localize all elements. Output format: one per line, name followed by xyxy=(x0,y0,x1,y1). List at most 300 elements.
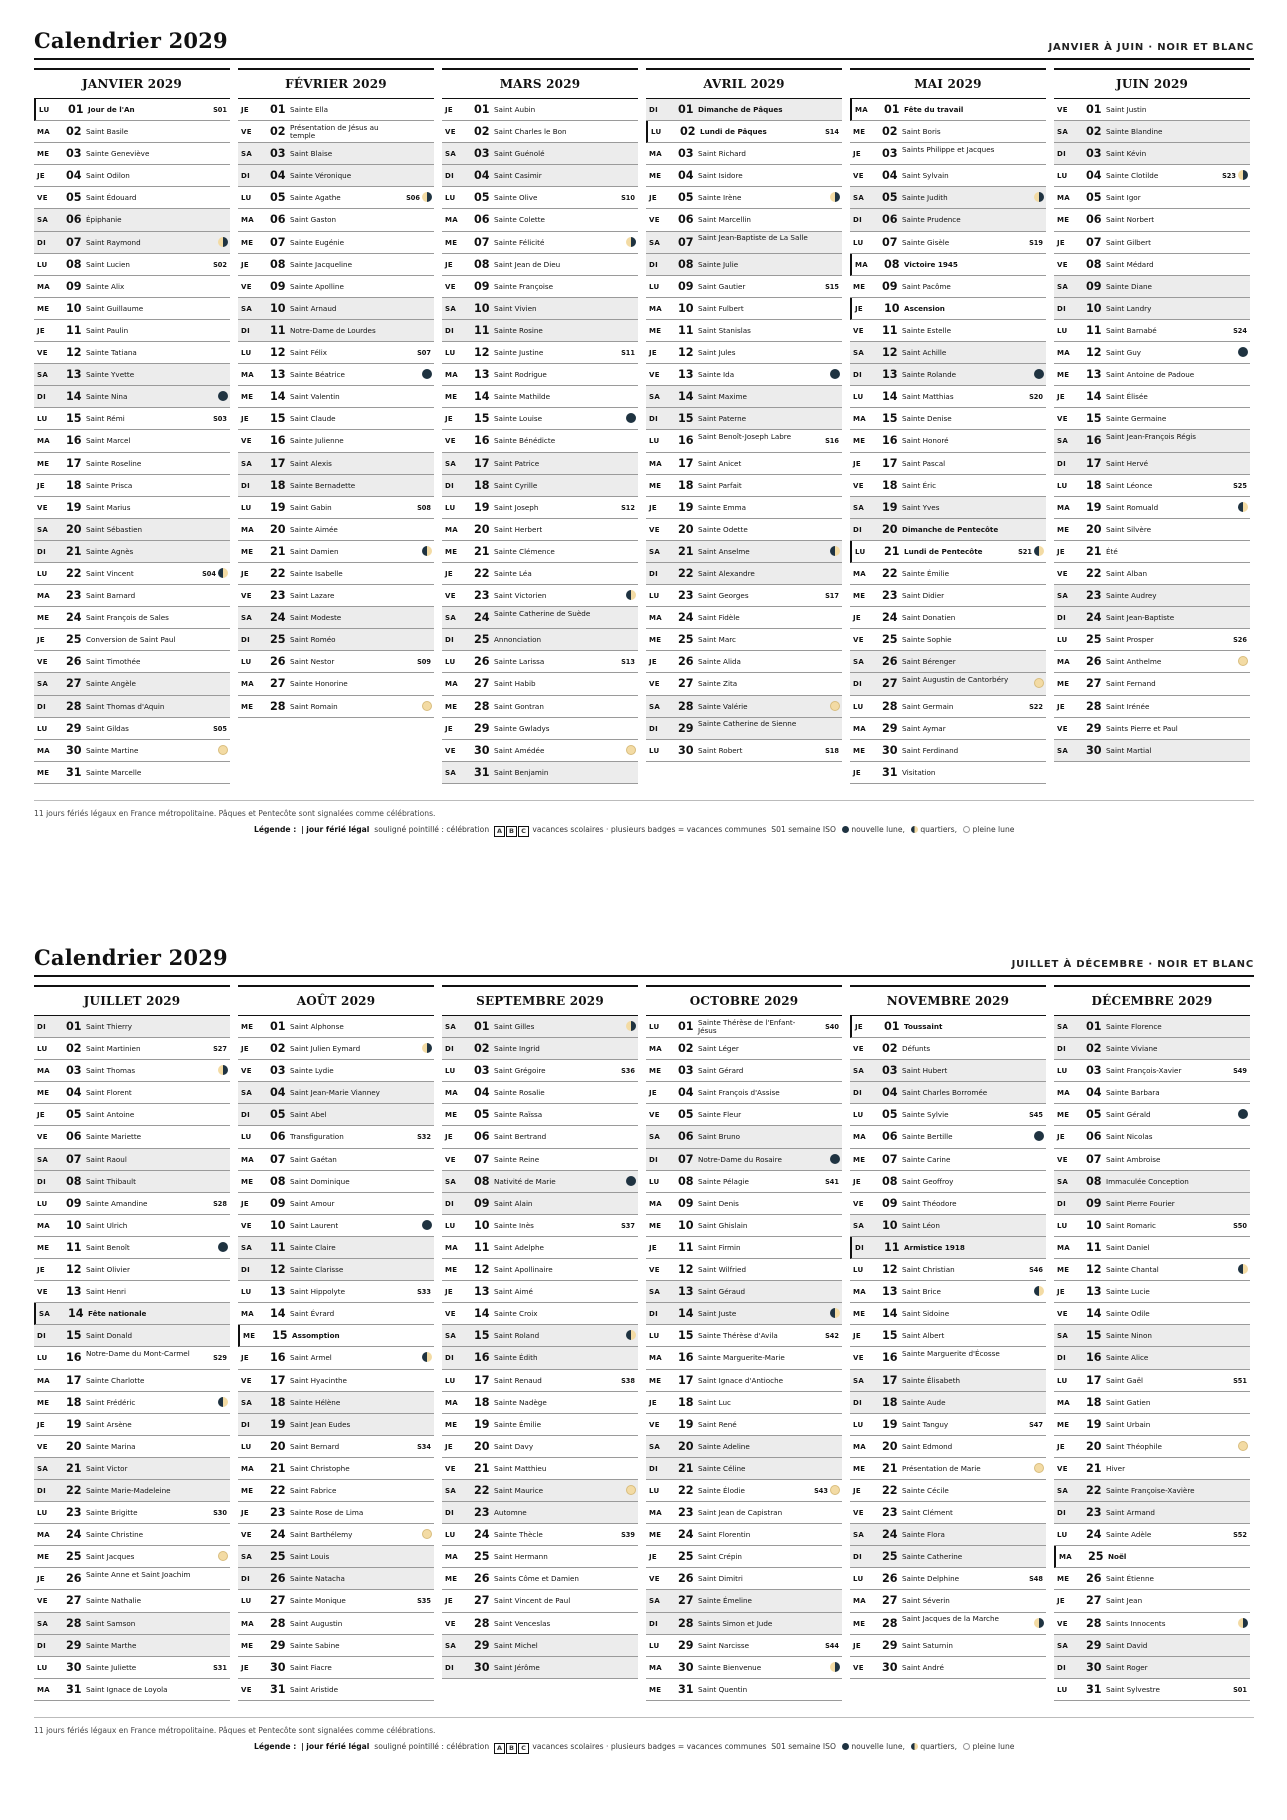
day-number: 19 xyxy=(270,500,286,514)
saint-name: Saint Thomas d'Aquin xyxy=(86,701,165,711)
weekday: ME xyxy=(853,1619,866,1628)
day-row xyxy=(850,1016,1046,1038)
iso-week: S07 xyxy=(417,349,431,358)
day-row xyxy=(1054,453,1250,475)
weekday: JE xyxy=(649,1398,657,1407)
day-number: 17 xyxy=(1086,1373,1102,1387)
day-row xyxy=(646,1193,842,1215)
day-number: 26 xyxy=(66,655,82,669)
day-number: 24 xyxy=(1086,1528,1102,1542)
iso-week: S09 xyxy=(417,658,431,667)
day-number: 20 xyxy=(882,1439,898,1453)
saint-name: Saint Fabrice xyxy=(290,1485,337,1495)
weekday: DI xyxy=(853,1398,863,1407)
month-name: JUILLET 2029 xyxy=(34,985,230,1016)
saint-name: Saint Étienne xyxy=(1106,1574,1154,1584)
weekday: MA xyxy=(241,1155,254,1164)
day-row xyxy=(34,1149,230,1171)
saint-name: Sainte Valérie xyxy=(698,701,748,711)
day-row xyxy=(34,519,230,541)
weekday: VE xyxy=(649,1420,660,1429)
day-number: 02 xyxy=(1086,1042,1102,1056)
day-row xyxy=(442,1325,638,1347)
sheet-subtitle: JUILLET À DÉCEMBRE · NOIR ET BLANC xyxy=(1011,959,1254,970)
day-row xyxy=(1054,1082,1250,1104)
weekday: VE xyxy=(853,1354,864,1363)
day-number: 24 xyxy=(474,1528,490,1542)
day-row xyxy=(850,1126,1046,1148)
saint-name: Saint Thibault xyxy=(86,1176,136,1186)
day-row xyxy=(238,320,434,342)
saint-name: Sainte Colette xyxy=(494,215,545,225)
saint-name: Saint Jean-François Régis xyxy=(1106,431,1197,441)
weekday: LU xyxy=(445,503,456,512)
school-zone-c-badge: C xyxy=(518,826,529,837)
day-number: 21 xyxy=(678,544,694,558)
weekday: SA xyxy=(1057,746,1069,755)
day-row xyxy=(442,1414,638,1436)
day-row xyxy=(34,1590,230,1612)
day-row xyxy=(850,629,1046,651)
saint-name: Saint Gatien xyxy=(1106,1397,1151,1407)
saint-name: Saint Donald xyxy=(86,1331,133,1341)
day-row xyxy=(646,1679,842,1701)
saint-name: Sainte Christine xyxy=(86,1530,144,1540)
day-number: 23 xyxy=(270,1506,286,1520)
day-number: 23 xyxy=(1086,589,1102,603)
saint-name: Fête du travail xyxy=(904,105,964,114)
saint-name: Sainte Marguerite-Marie xyxy=(698,1353,785,1363)
day-number: 27 xyxy=(678,1594,694,1608)
day-row xyxy=(442,1016,638,1038)
day-number: 28 xyxy=(66,699,82,713)
day-number: 28 xyxy=(1086,1616,1102,1630)
weekday: LU xyxy=(39,106,50,114)
day-row xyxy=(442,320,638,342)
weekday: JE xyxy=(855,1023,863,1031)
day-row xyxy=(442,1193,638,1215)
saint-name: Sainte Marthe xyxy=(86,1640,137,1650)
full-moon-icon xyxy=(830,1485,840,1495)
day-number: 22 xyxy=(270,1483,286,1497)
weekday: SA xyxy=(649,238,661,247)
weekday: VE xyxy=(241,1067,252,1076)
day-number: 02 xyxy=(66,1042,82,1056)
day-row xyxy=(442,209,638,231)
saint-name: Sainte Florence xyxy=(1106,1022,1162,1031)
day-row xyxy=(442,651,638,673)
weekday: JE xyxy=(37,1266,45,1275)
day-row xyxy=(850,430,1046,452)
weekday: MA xyxy=(649,459,662,468)
day-number: 23 xyxy=(66,1506,82,1520)
saint-name: Sainte Delphine xyxy=(902,1574,960,1584)
month-column xyxy=(1054,985,1250,1701)
day-number: 27 xyxy=(474,1594,490,1608)
saint-name: Saint Marius xyxy=(86,502,131,512)
day-number: 05 xyxy=(474,191,490,205)
saint-name: Sainte Félicité xyxy=(494,237,545,247)
day-number: 08 xyxy=(66,257,82,271)
iso-week: S38 xyxy=(621,1376,635,1385)
saint-name: Sainte Odette xyxy=(698,524,748,534)
day-row xyxy=(850,541,1046,563)
day-number: 07 xyxy=(270,1152,286,1166)
day-number: 02 xyxy=(474,125,490,139)
day-number: 17 xyxy=(474,456,490,470)
weekday: SA xyxy=(445,1023,457,1031)
day-number: 18 xyxy=(270,1395,286,1409)
day-number: 01 xyxy=(884,1020,900,1033)
day-number: 18 xyxy=(678,478,694,492)
saint-name: Saint Ambroise xyxy=(1106,1154,1161,1164)
weekday: ME xyxy=(37,1243,50,1252)
day-number: 09 xyxy=(678,279,694,293)
legend-celebration: souligné pointillé : célébration xyxy=(374,1742,490,1751)
full-moon-icon xyxy=(1034,678,1044,688)
last-quarter-moon-icon xyxy=(1238,1264,1248,1274)
day-number: 14 xyxy=(68,1307,84,1321)
saint-name: Automne xyxy=(494,1508,527,1518)
legend-holiday: jour férié légal xyxy=(306,825,370,834)
day-row xyxy=(442,1436,638,1458)
day-number: 04 xyxy=(474,169,490,183)
day-number: 21 xyxy=(66,544,82,558)
saint-name: Saint Gildas xyxy=(86,723,129,733)
saint-name: Saint Amour xyxy=(290,1198,335,1208)
iso-week: S43 xyxy=(814,1486,828,1495)
weekday: JE xyxy=(445,1133,453,1142)
saint-name: Saint Guy xyxy=(1106,348,1142,358)
last-quarter-moon-icon xyxy=(422,546,432,556)
day-number: 12 xyxy=(474,1263,490,1277)
saint-name: Saint Alphonse xyxy=(290,1022,344,1031)
saint-name: Sainte Ida xyxy=(698,370,735,380)
weekday: VE xyxy=(37,1288,48,1297)
month-column xyxy=(646,68,842,762)
day-row xyxy=(238,1679,434,1701)
day-row xyxy=(34,475,230,497)
day-number: 08 xyxy=(474,1174,490,1188)
first-quarter-moon-icon xyxy=(830,1662,840,1672)
day-row xyxy=(850,121,1046,143)
saint-name: Saint Didier xyxy=(902,591,945,601)
day-number: 07 xyxy=(66,1152,82,1166)
day-row xyxy=(34,1480,230,1502)
weekday: JE xyxy=(445,1442,453,1451)
weekday: DI xyxy=(445,326,455,335)
weekday: SA xyxy=(649,1133,661,1142)
weekday: LU xyxy=(853,1111,864,1120)
day-row xyxy=(646,696,842,718)
day-row xyxy=(34,143,230,165)
weekday: DI xyxy=(37,393,47,402)
day-number: 15 xyxy=(882,1329,898,1343)
saint-name: Saint Martial xyxy=(1106,745,1152,755)
weekday: LU xyxy=(445,1067,456,1076)
day-number: 27 xyxy=(270,677,286,691)
day-row xyxy=(646,1303,842,1325)
first-quarter-moon-icon xyxy=(626,1021,636,1031)
iso-week: S21 xyxy=(1018,547,1032,556)
weekday: VE xyxy=(1057,1155,1068,1164)
saint-name: Sainte Roseline xyxy=(86,458,142,468)
weekday: ME xyxy=(37,1398,50,1407)
day-row xyxy=(34,718,230,740)
day-row xyxy=(238,585,434,607)
saint-name: Saint Gaël xyxy=(1106,1375,1144,1385)
day-number: 27 xyxy=(882,677,898,691)
saint-name: Saint Marc xyxy=(698,635,736,645)
weekday: DI xyxy=(1057,1663,1067,1672)
weekday: LU xyxy=(241,1597,252,1606)
saint-name: Saints Côme et Damien xyxy=(494,1574,579,1584)
day-number: 25 xyxy=(474,633,490,647)
day-row xyxy=(238,99,434,121)
saint-name: Sainte Bénédicte xyxy=(494,436,556,446)
saint-name: Saint Florent xyxy=(86,1088,132,1098)
calendar-sheet-first-half xyxy=(34,26,1254,835)
school-zone-a-badge: A xyxy=(494,1743,505,1754)
day-row xyxy=(442,1524,638,1546)
saint-name: Saint Albert xyxy=(902,1331,945,1341)
day-number: 28 xyxy=(882,1616,898,1630)
day-number: 05 xyxy=(678,191,694,205)
saint-name: Lundi de Pâques xyxy=(700,127,767,137)
day-row xyxy=(850,1060,1046,1082)
day-number: 07 xyxy=(882,235,898,249)
day-row xyxy=(646,187,842,209)
day-row xyxy=(850,254,1046,276)
weekday: DI xyxy=(37,1177,47,1186)
day-number: 19 xyxy=(882,1417,898,1431)
saint-name: Saint Blaise xyxy=(290,149,333,159)
saint-name: Saint Léon xyxy=(902,1220,940,1230)
day-number: 22 xyxy=(66,566,82,580)
day-row xyxy=(1054,364,1250,386)
day-number: 03 xyxy=(66,147,82,161)
day-number: 26 xyxy=(1086,655,1102,669)
saint-name: Saint François de Sales xyxy=(86,613,169,623)
weekday: SA xyxy=(445,150,457,159)
saint-name: Saint Jean-Marie Vianney xyxy=(290,1088,380,1098)
day-number: 10 xyxy=(678,301,694,315)
weekday: JE xyxy=(853,1177,861,1186)
month-column xyxy=(850,985,1046,1679)
weekday: DI xyxy=(1057,150,1067,159)
saint-name: Saint Aimé xyxy=(494,1287,533,1297)
day-row xyxy=(34,1414,230,1436)
saint-name: Sainte Lydie xyxy=(290,1066,334,1076)
day-row xyxy=(850,1458,1046,1480)
day-number: 30 xyxy=(678,743,694,757)
day-row xyxy=(850,1657,1046,1679)
weekday: MA xyxy=(1057,658,1070,667)
day-row xyxy=(442,718,638,740)
day-number: 13 xyxy=(66,368,82,382)
iso-week: S35 xyxy=(417,1597,431,1606)
day-number: 24 xyxy=(678,1528,694,1542)
saint-name: Saint David xyxy=(1106,1640,1148,1650)
day-row xyxy=(646,1237,842,1259)
day-number: 18 xyxy=(66,478,82,492)
day-row xyxy=(1054,254,1250,276)
weekday: JE xyxy=(853,459,861,468)
day-row xyxy=(442,696,638,718)
day-row xyxy=(646,607,842,629)
iso-week: S37 xyxy=(621,1221,635,1230)
day-number: 14 xyxy=(678,1307,694,1321)
weekday: JE xyxy=(241,1509,249,1518)
weekday: DI xyxy=(1057,304,1067,313)
weekday: JE xyxy=(649,1243,657,1252)
day-number: 24 xyxy=(882,611,898,625)
day-number: 22 xyxy=(474,1483,490,1497)
weekday: DI xyxy=(445,1045,455,1054)
day-number: 16 xyxy=(882,1351,898,1365)
weekday: LU xyxy=(37,260,48,269)
day-row xyxy=(34,1281,230,1303)
day-row xyxy=(850,1347,1046,1369)
day-number: 18 xyxy=(474,1395,490,1409)
weekday: ME xyxy=(445,1420,458,1429)
iso-week: S18 xyxy=(825,746,839,755)
day-number: 13 xyxy=(474,368,490,382)
weekday: SA xyxy=(853,194,865,203)
day-row xyxy=(34,1060,230,1082)
saint-name: Sainte Marina xyxy=(86,1441,136,1451)
saint-name: Saint Léger xyxy=(698,1044,739,1054)
day-number: 07 xyxy=(1086,235,1102,249)
saint-name: Sainte Agathe xyxy=(290,193,341,203)
saint-name: Saint Ignace de Loyola xyxy=(86,1684,168,1694)
day-number: 05 xyxy=(1086,191,1102,205)
day-number: 15 xyxy=(1086,412,1102,426)
saint-name: Saint Maxime xyxy=(698,392,747,402)
day-row xyxy=(1054,585,1250,607)
saint-name: Saint Félix xyxy=(290,348,328,358)
day-number: 28 xyxy=(474,1616,490,1630)
weekday: SA xyxy=(241,150,253,159)
day-number: 20 xyxy=(1086,522,1102,536)
last-quarter-moon-icon xyxy=(626,590,636,600)
weekday: ME xyxy=(241,1641,254,1650)
weekday: JE xyxy=(1057,1133,1065,1142)
saint-name: Sainte Claire xyxy=(290,1242,336,1252)
day-row xyxy=(646,1016,842,1038)
weekday: ME xyxy=(1057,680,1070,689)
weekday: JE xyxy=(37,1420,45,1429)
weekday: SA xyxy=(445,1332,457,1341)
legend-moon-quarter: quartiers, xyxy=(920,825,958,834)
saint-name: Sainte Honorine xyxy=(290,679,348,689)
day-row xyxy=(646,121,842,143)
saint-name: Sainte Adeline xyxy=(698,1441,750,1451)
iso-week: S30 xyxy=(213,1509,227,1518)
day-number: 27 xyxy=(882,1594,898,1608)
day-number: 13 xyxy=(882,1285,898,1299)
day-number: 05 xyxy=(882,1108,898,1122)
day-row xyxy=(442,1237,638,1259)
day-row xyxy=(646,1458,842,1480)
weekday: SA xyxy=(241,1243,253,1252)
last-quarter-moon-icon xyxy=(626,1330,636,1340)
day-row xyxy=(1054,1546,1250,1568)
saint-name: Saint Géraud xyxy=(698,1287,746,1297)
day-row xyxy=(850,1568,1046,1590)
weekday: JE xyxy=(445,724,453,733)
weekday: SA xyxy=(445,1486,457,1495)
weekday: VE xyxy=(853,636,864,645)
day-number: 23 xyxy=(882,589,898,603)
day-number: 30 xyxy=(474,1660,490,1674)
day-number: 05 xyxy=(678,1108,694,1122)
day-number: 26 xyxy=(474,655,490,669)
weekday: VE xyxy=(37,1133,48,1142)
last-quarter-moon-icon xyxy=(1238,502,1248,512)
saint-name: Saint Jean Eudes xyxy=(290,1419,351,1429)
weekday: DI xyxy=(37,702,47,711)
day-row xyxy=(34,1524,230,1546)
day-row xyxy=(646,165,842,187)
day-row xyxy=(34,1392,230,1414)
full-moon-icon xyxy=(1238,1441,1248,1451)
day-row xyxy=(1054,1060,1250,1082)
day-number: 15 xyxy=(1086,1329,1102,1343)
weekday: ME xyxy=(37,459,50,468)
day-number: 25 xyxy=(1088,1550,1104,1564)
weekday: VE xyxy=(649,680,660,689)
saint-name: Sainte Louise xyxy=(494,414,543,424)
weekday: LU xyxy=(1057,1685,1068,1694)
saint-name: Sainte Véronique xyxy=(290,171,352,181)
weekday: DI xyxy=(445,636,455,645)
day-row xyxy=(442,1590,638,1612)
saint-name: Saint Prosper xyxy=(1106,635,1154,645)
weekday: SA xyxy=(853,1067,865,1076)
day-number: 16 xyxy=(1086,434,1102,448)
saint-name: Saint Lazare xyxy=(290,591,335,601)
day-number: 01 xyxy=(678,1020,694,1033)
day-row xyxy=(238,408,434,430)
saint-name: Sainte Zita xyxy=(698,679,738,689)
weekday: ME xyxy=(649,172,662,181)
day-row xyxy=(850,1325,1046,1347)
day-row xyxy=(1054,1524,1250,1546)
day-number: 22 xyxy=(678,1483,694,1497)
day-row xyxy=(238,1480,434,1502)
weekday: LU xyxy=(445,1376,456,1385)
day-number: 28 xyxy=(678,1616,694,1630)
month-name: NOVEMBRE 2029 xyxy=(850,985,1046,1016)
iso-week: S42 xyxy=(825,1332,839,1341)
day-number: 02 xyxy=(270,1042,286,1056)
day-number: 04 xyxy=(270,1086,286,1100)
saint-name: Sainte Lucie xyxy=(1106,1287,1150,1297)
day-number: 18 xyxy=(1086,478,1102,492)
saint-name: Saint Bertrand xyxy=(494,1132,547,1142)
weekday: ME xyxy=(445,547,458,556)
day-row xyxy=(1054,1104,1250,1126)
weekday: JE xyxy=(853,1332,861,1341)
weekday: MA xyxy=(649,614,662,623)
saint-name: Saint Marcel xyxy=(86,436,131,446)
day-row xyxy=(34,1546,230,1568)
day-row xyxy=(646,673,842,695)
weekday: ME xyxy=(445,238,458,247)
day-row xyxy=(1054,1193,1250,1215)
day-row xyxy=(646,1325,842,1347)
